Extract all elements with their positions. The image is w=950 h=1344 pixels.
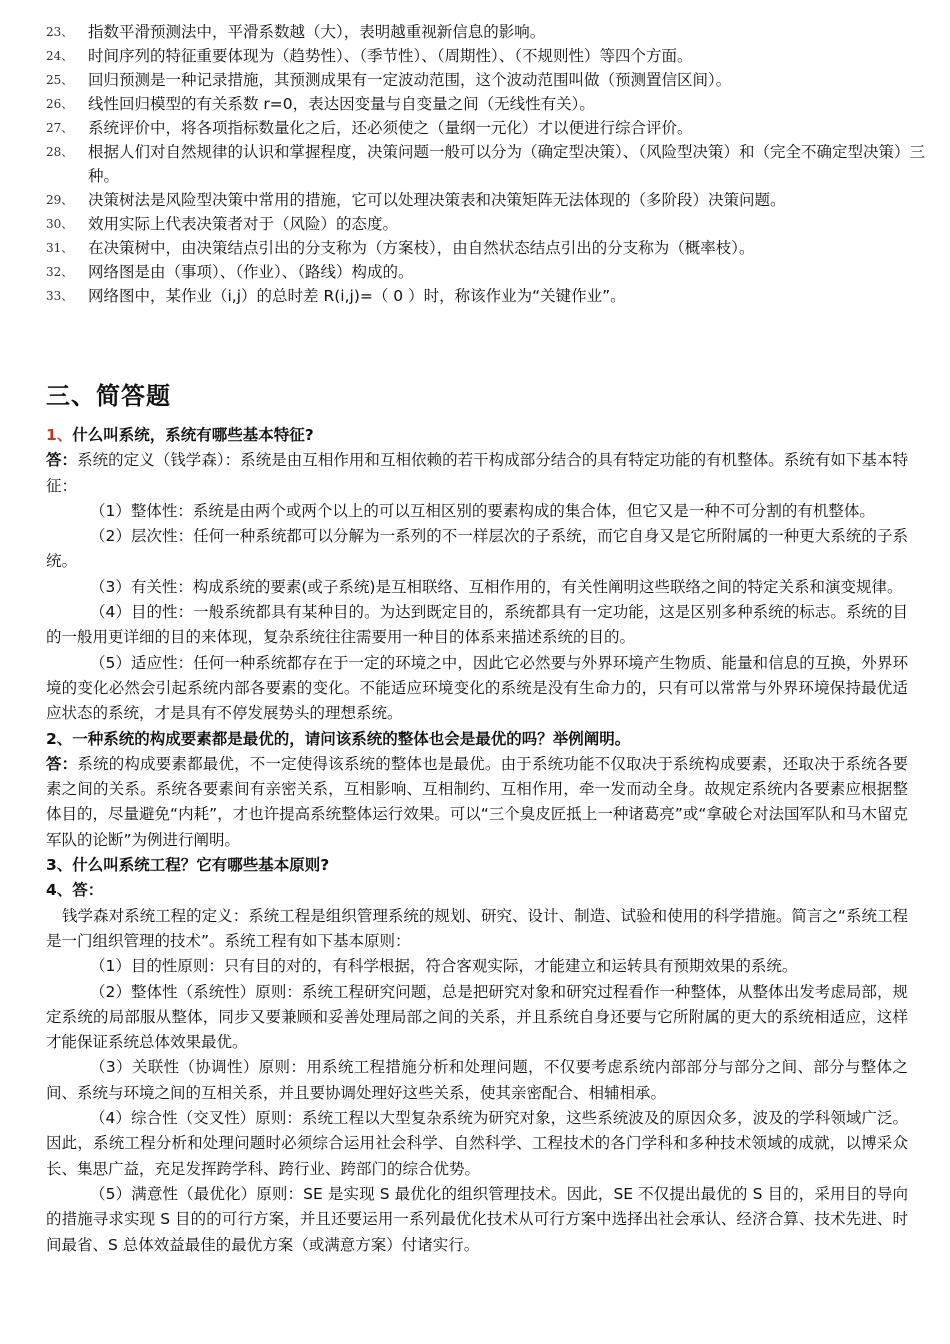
answer-label: 答： xyxy=(46,754,78,773)
question-number: 2、 xyxy=(46,729,73,748)
list-item xyxy=(46,68,926,92)
item-text: 时间序列的特征重要体现为（趋势性）、（季节性）、（周期性）、（不规则性）等四个方面。 xyxy=(88,47,693,65)
item-text: 效用实际上代表决策者对于（风险）的态度。 xyxy=(88,215,399,233)
question-number: 3、 xyxy=(46,856,73,875)
list-item xyxy=(46,116,926,140)
item-number: 25、 xyxy=(46,73,74,87)
item-text: 系统评价中，将各项指标数量化之后，还必须使之（量纲一元化）才以便进行综合评价。 xyxy=(88,119,693,137)
item-number: 29、 xyxy=(46,193,74,207)
item-text: 线性回归模型的有关系数 r=0，表达因变量与自变量之间（无线性有关）。 xyxy=(88,95,595,113)
list-item xyxy=(46,284,926,308)
answer-1-point: （2）层次性：任何一种系统都可以分解为一系列的不一样层次的子系统，而它自身又是它所附属的一种更大系统的子系统。 xyxy=(46,527,908,571)
list-item xyxy=(46,260,926,284)
question-3-title xyxy=(46,853,908,878)
question-text: 答： xyxy=(72,881,104,900)
answer-1-point: （4）目的性：一般系统都具有某种目的。为达到既定目的，系统都具有一定功能，这是区别多种系统的标志。系统的目的一般用更详细的目的来体现，复杂系统往往需要用一种目的体系来描述系统的目的。 xyxy=(46,603,908,647)
fill-in-answer-list xyxy=(46,20,926,308)
answer-label: 答： xyxy=(46,451,78,470)
answer-3-point: （2）整体性（系统性）原则：系统工程研究问题，总是把研究对象和研究过程看作一种整体，从整体出发考虑局部，规定系统的局部服从整体，同步又要兼顾和妥善处理局部之间的关系，并且系统自身还要与它所附属的更大的系统相适应，这样才能保证系统总体效果最优。 xyxy=(46,982,908,1052)
list-item xyxy=(46,44,926,68)
item-text: 回归预测是一种记录措施，其预测成果有一定波动范围，这个波动范围叫做（预测置信区间）。 xyxy=(88,71,732,89)
item-number: 30、 xyxy=(46,217,74,231)
item-text: 根据人们对自然规律的认识和掌握程度，决策问题一般可以分为（确定型决策）、（风险型决策）和（完全不确定型决策）三种。 xyxy=(88,143,926,185)
item-number: 23、 xyxy=(46,25,74,39)
item-number: 26、 xyxy=(46,97,74,111)
question-4-title xyxy=(46,878,908,903)
answer-text: 系统的定义（钱学森）：系统是由互相作用和互相依赖的若干构成部分结合的具有特定功能的有机整体。系统有如下基本特征： xyxy=(46,451,908,495)
answer-1-point: （3）有关性：构成系统的要素(或子系统)是互相联络、互相作用的，有关性阐明这些联络之间的特定关系和演变规律。 xyxy=(90,577,903,596)
item-number: 27、 xyxy=(46,121,74,135)
answer-3-intro: 钱学森对系统工程的定义：系统工程是组织管理系统的规划、研究、设计、制造、试验和使用的科学措施。简言之“系统工程是一门组织管理的技术”。系统工程有如下基本原则： xyxy=(46,906,908,950)
list-item xyxy=(46,92,926,116)
item-number: 32、 xyxy=(46,265,74,279)
answer-3-point: （5）满意性（最优化）原则：SE 是实现 S 最优化的组织管理技术。因此，SE 不仅提出最优的 S 目的，采用目的导向的措施寻求实现 S 目的的可行方案，并且还要运用一系列最优化技术从可行方案中选择出社会承认、经济合算、技术先进、时间最省、S 总体效益最佳的最优方案（或满意方案）付诸实行。 xyxy=(46,1184,908,1254)
question-text: 什么叫系统工程？它有哪些基本原则? xyxy=(72,856,330,875)
answer-1-intro xyxy=(46,448,908,499)
list-item xyxy=(46,212,926,236)
item-number: 28、 xyxy=(46,145,74,159)
answer-3-point: （1）目的性原则：只有目的对的，有科学根据，符合客观实际，才能建立和运转具有预期效果的系统。 xyxy=(90,957,798,976)
question-text: 什么叫系统，系统有哪些基本特征? xyxy=(72,426,314,444)
list-item xyxy=(46,188,926,212)
section-heading: 三、简答题 xyxy=(46,382,171,410)
question-text: 一种系统的构成要素都是最优的，请问该系统的整体也会是最优的吗？举例阐明。 xyxy=(72,729,631,748)
question-number: 1、 xyxy=(46,426,73,444)
item-text: 指数平滑预测法中，平滑系数越（大），表明越重视新信息的影响。 xyxy=(88,23,546,41)
list-item xyxy=(46,20,926,44)
answer-1-point: （1）整体性：系统是由两个或两个以上的可以互相区别的要素构成的集合体，但它又是一种不可分割的有机整体。 xyxy=(90,501,875,520)
list-item xyxy=(46,140,926,188)
answer-2 xyxy=(46,752,908,853)
item-number: 31、 xyxy=(46,241,74,255)
list-item xyxy=(46,236,926,260)
question-number: 4、 xyxy=(46,881,73,900)
item-text: 在决策树中，由决策结点引出的分支称为（方案枝），由自然状态结点引出的分支称为（概率枝）。 xyxy=(88,239,755,257)
item-number: 33、 xyxy=(46,289,74,303)
item-text: 网络图是由（事项）、（作业）、（路线）构成的。 xyxy=(88,263,414,281)
question-1-title xyxy=(46,423,908,448)
item-number: 24、 xyxy=(46,49,74,63)
short-answer-section xyxy=(46,423,908,1258)
answer-3-point: （3）关联性（协调性）原则：用系统工程措施分析和处理问题，不仅要考虑系统内部部分与部分之间、部分与整体之间、系统与环境之间的互相关系，并且要协调处理好这些关系，使其亲密配合、相辅相承。 xyxy=(46,1058,908,1102)
item-text: 网络图中，某作业（i,j）的总时差 R(i,j)=（ 0 ）时，称该作业为“关键作业”。 xyxy=(88,287,626,305)
answer-text: 系统的构成要素都最优，不一定使得该系统的整体也是最优。由于系统功能不仅取决于系统构成要素，还取决于系统各要素之间的关系。系统各要素间有亲密关系，互相影响、互相制约、互相作用，牵一发而动全身。故规定系统内各要素应根据整体目的，尽量避免“内耗”，才也许提高系统整体运行效果。可以“三个臭皮匠抵上一种诸葛亮”或“拿破仑对法国军队和马木留克军队的论断”为例进行阐明。 xyxy=(46,754,908,849)
answer-1-point: （5）适应性：任何一种系统都存在于一定的环境之中，因此它必然要与外界环境产生物质、能量和信息的互换，外界环境的变化必然会引起系统内部各要素的变化。不能适应环境变化的系统是没有生命力的，只有可以常常与外界环境保持最优适应状态的系统，才是具有不停发展势头的理想系统。 xyxy=(46,653,908,723)
item-text: 决策树法是风险型决策中常用的措施，它可以处理决策表和决策矩阵无法体现的（多阶段）决策问题。 xyxy=(88,191,786,209)
answer-3-point: （4）综合性（交叉性）原则：系统工程以大型复杂系统为研究对象，这些系统波及的原因众多，波及的学科领域广泛。因此，系统工程分析和处理问题时必须综合运用社会科学、自然科学、工程技术的各门学科和多种技术领域的成就，以博采众长、集思广益，充足发挥跨学科、跨行业、跨部门的综合优势。 xyxy=(46,1109,908,1178)
question-2-title xyxy=(46,727,908,752)
